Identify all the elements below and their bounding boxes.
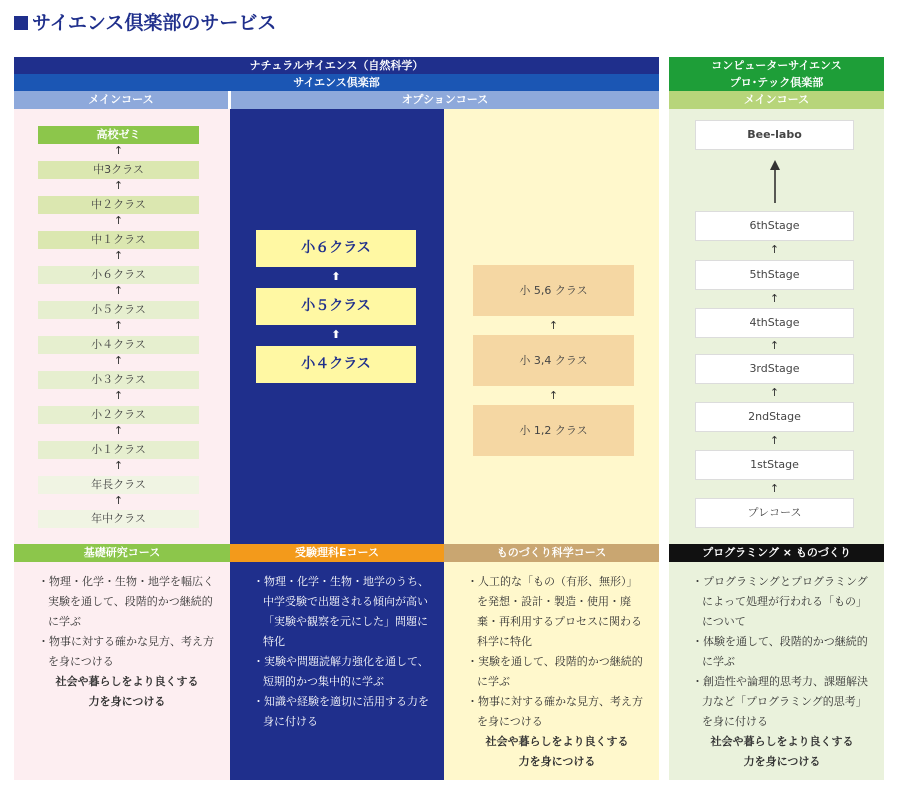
- up-arrow-icon: ↑: [113, 319, 124, 332]
- up-arrow-icon: ⬆: [331, 328, 341, 341]
- up-arrow-icon: ↑: [113, 284, 124, 297]
- up-arrow-icon: ↑: [769, 434, 780, 447]
- up-arrow-icon: ↑: [769, 292, 780, 305]
- exam-class-box: 小６クラス: [256, 230, 416, 267]
- main-course-header: メインコース: [14, 91, 228, 109]
- class-box: 小３クラス: [38, 371, 199, 389]
- up-arrow-icon: ↑: [113, 354, 124, 367]
- option-course-header: オプションコース: [231, 91, 659, 109]
- up-arrow-icon: ↑: [113, 424, 124, 437]
- description-bullet: ・ 人工的な「もの（有形、無形）」を発想・設計・製造・使用・廃棄・再利用するプロセスに関わる科学に特化: [467, 572, 647, 652]
- emphasis-line: 社会や暮らしをより良くする: [485, 735, 629, 748]
- class-box: 小５クラス: [38, 301, 199, 319]
- stage-box: 6thStage: [695, 211, 854, 241]
- up-arrow-icon: ↑: [113, 179, 124, 192]
- class-box: 小２クラス: [38, 406, 199, 424]
- up-arrow-icon: ↑: [548, 389, 559, 402]
- up-arrow-icon: ↑: [548, 319, 559, 332]
- monozukuri-class-box: 小 5,6 クラス: [473, 265, 634, 316]
- description-bullet: ・ 実験や問題読解力強化を通して、 短期的かつ集中的に学ぶ: [253, 652, 433, 692]
- square-icon: [14, 16, 28, 30]
- class-box: 小１クラス: [38, 441, 199, 459]
- class-box: 年中クラス: [38, 510, 199, 528]
- description-bullet: ・ 物理・化学・生物・地学を幅広く実験を通して、段階的かつ継続的に学ぶ: [38, 572, 216, 632]
- description-bullet: ・ 実験を通して、段階的かつ継続的に学ぶ: [467, 652, 647, 692]
- stage-box: 5thStage: [695, 260, 854, 290]
- course-description-exam: [253, 572, 433, 732]
- stage-box: 4thStage: [695, 308, 854, 338]
- up-arrow-icon: ↑: [769, 339, 780, 352]
- emphasis-line: 力を身につける: [518, 755, 596, 768]
- course-description-programming: [692, 572, 872, 772]
- course-label-programming: プログラミング × ものづくり: [669, 544, 884, 562]
- course-label-exam: 受験理科Eコース: [230, 544, 444, 562]
- class-box: 中3クラス: [38, 161, 199, 179]
- up-arrow-icon: ↑: [113, 249, 124, 262]
- up-arrow-icon: ↑: [769, 386, 780, 399]
- computer-science-header: コンピューターサイエンス: [669, 57, 884, 74]
- up-arrow-icon: ↑: [769, 482, 780, 495]
- up-arrow-icon: ↑: [769, 243, 780, 256]
- class-box: 中１クラス: [38, 231, 199, 249]
- course-description-basic: [38, 572, 216, 712]
- emphasis-line: 力を身につける: [743, 755, 821, 768]
- description-bullet: ・ 体験を通して、段階的かつ継続的に学ぶ: [692, 632, 872, 672]
- class-box: 高校ゼミ: [38, 126, 199, 144]
- class-box: 小４クラス: [38, 336, 199, 354]
- description-bullet: ・ 知識や経験を適切に活用する力を身に付ける: [253, 692, 433, 732]
- emphasis-line: 社会や暮らしをより良くする: [710, 735, 854, 748]
- course-description-monozukuri: [467, 572, 647, 772]
- description-bullet: ・ プログラミングとプログラミングによって処理が行われる「もの」について: [692, 572, 872, 632]
- exam-class-box: 小５クラス: [256, 288, 416, 325]
- emphasis-line: 力を身につける: [88, 695, 166, 708]
- up-arrow-icon: ↑: [113, 144, 124, 157]
- class-box: 年長クラス: [38, 476, 199, 494]
- exam-class-box: 小４クラス: [256, 346, 416, 383]
- stage-box: 1stStage: [695, 450, 854, 480]
- page-title: サイエンス倶楽部のサービス: [14, 8, 276, 38]
- description-bullet: ・ 物理・化学・生物・地学のうち、中学受験で出題される傾向が高い「実験や観察を元にした」問題に特化: [253, 572, 433, 652]
- natural-science-header: ナチュラルサイエンス（自然科学）: [14, 57, 659, 74]
- stage-box: 2ndStage: [695, 402, 854, 432]
- up-arrow-icon: ⬆: [331, 270, 341, 283]
- description-bullet: ・ 創造性や論理的思考力、課題解決力など「プログラミング的思考」を身に付ける: [692, 672, 872, 732]
- stage-box: 3rdStage: [695, 354, 854, 384]
- class-box: 中２クラス: [38, 196, 199, 214]
- up-arrow-icon: ↑: [113, 459, 124, 472]
- class-box: 小６クラス: [38, 266, 199, 284]
- description-bullet: ・ 物事に対する確かな見方、考え方を身につける: [38, 632, 216, 672]
- course-label-monozukuri: ものづくり科学コース: [444, 544, 659, 562]
- up-arrow-long-icon: [769, 160, 781, 204]
- science-club-header: サイエンス倶楽部: [14, 74, 659, 91]
- protech-club-header: プロ･テック倶楽部: [669, 74, 884, 91]
- emphasis-line: 社会や暮らしをより良くする: [55, 675, 199, 688]
- up-arrow-icon: ↑: [113, 494, 124, 507]
- course-label-basic: 基礎研究コース: [14, 544, 230, 562]
- monozukuri-class-box: 小 3,4 クラス: [473, 335, 634, 386]
- main-course-right-header: メインコース: [669, 91, 884, 109]
- up-arrow-icon: ↑: [113, 214, 124, 227]
- monozukuri-class-box: 小 1,2 クラス: [473, 405, 634, 456]
- up-arrow-icon: ↑: [113, 389, 124, 402]
- stage-box: Bee-labo: [695, 120, 854, 150]
- stage-box: プレコース: [695, 498, 854, 528]
- description-bullet: ・ 物事に対する確かな見方、考え方を身につける: [467, 692, 647, 732]
